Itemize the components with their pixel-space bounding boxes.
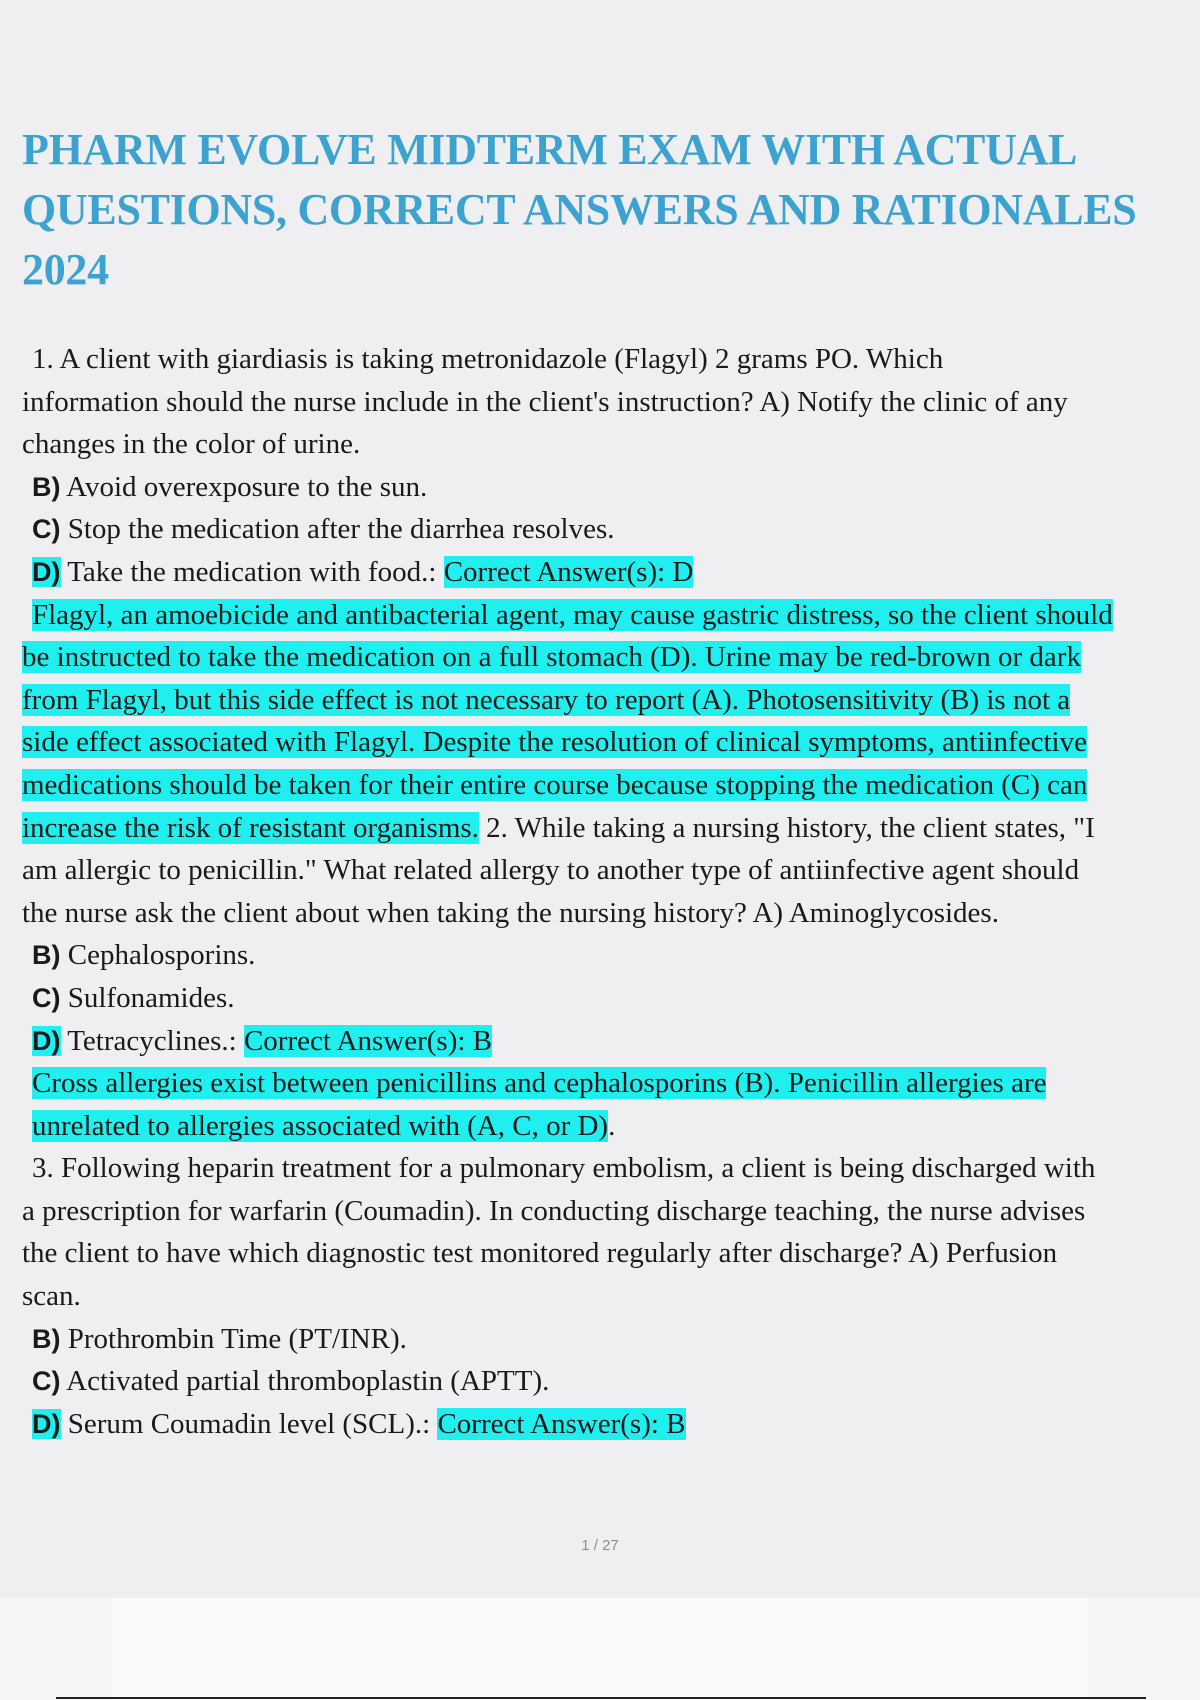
q1-option-c	[22, 508, 1200, 551]
q3-correct-answer: Correct Answer(s): B	[437, 1407, 686, 1440]
q1-stem-line-1: 1. A client with giardiasis is taking metronidazole (Flagyl) 2 grams PO. Which	[32, 343, 944, 375]
q1-rationale-line-2: be instructed to take the medication on a full stomach (D). Urine may be red-brown or dark	[22, 641, 1081, 674]
next-page-content	[112, 1598, 1088, 1700]
q1-rationale-line-1: Flagyl, an amoebicide and antibacterial agent, may cause gastric distress, so the client should	[32, 598, 1113, 631]
q2-rationale-line-1: Cross allergies exist between penicillins and cephalosporins (B). Penicillin allergies are	[32, 1067, 1047, 1100]
q1-stem-line-2: information should the nurse include in the client's instruction? A) Notify the clinic of any	[22, 385, 1068, 418]
q2-option-b-letter: B)	[32, 940, 61, 971]
q3-option-b	[22, 1318, 1200, 1361]
page-divider-rule	[56, 1697, 1146, 1699]
q1-rationale-line-5: medications should be taken for their entire course because stopping the medication (C) can	[22, 768, 1088, 801]
q2-stem-line-2: am allergic to penicillin." What related allergy to another type of antiinfective agent should	[22, 854, 1080, 887]
q3-option-d	[22, 1403, 1200, 1446]
q1-correct-answer: Correct Answer(s): D	[443, 555, 694, 588]
q1-rationale-line-6: increase the risk of resistant organisms.	[22, 811, 479, 844]
q2-option-d-text: Tetracyclines.:	[60, 1024, 244, 1057]
q3-option-b-text: Prothrombin Time (PT/INR).	[60, 1322, 407, 1355]
q2-option-c	[22, 977, 1200, 1020]
q2-stem-line-3: the nurse ask the client about when taking the nursing history? A) Aminoglycosides.	[22, 896, 999, 929]
q1-rationale-line-3: from Flagyl, but this side effect is not necessary to report (A). Photosensitivity (B) is not a	[22, 683, 1071, 716]
q2-rationale-line-2: unrelated to allergies associated with (A, C, or D).	[32, 1109, 616, 1142]
q2-stem-line-1: 2. While taking a nursing history, the client states, "I	[478, 811, 1095, 844]
q1-option-b-letter: B)	[32, 471, 61, 502]
q1-option-b	[22, 466, 1200, 509]
q3-option-c-letter: C)	[32, 1366, 61, 1397]
q3-stem-line-4: scan.	[22, 1280, 81, 1313]
q2-option-b-text: Cephalosporins.	[60, 939, 256, 972]
q2-option-c-letter: C)	[32, 982, 61, 1013]
q1-option-b-text: Avoid overexposure to the sun.	[60, 470, 428, 503]
q1-rationale-q2-stem-line	[22, 807, 1200, 850]
q1-option-c-text: Stop the medication after the diarrhea resolves.	[60, 513, 615, 546]
q2-option-d-letter: D)	[32, 1025, 61, 1056]
q1-rationale-line-4: side effect associated with Flagyl. Despite the resolution of clinical symptoms, antiinfective	[22, 726, 1087, 759]
q2-correct-answer: Correct Answer(s): B	[243, 1024, 493, 1057]
page-indicator: 1 / 27	[581, 1537, 619, 1554]
q2-option-d	[22, 1020, 1200, 1063]
q3-option-d-letter: D)	[32, 1408, 61, 1439]
q1-option-d-text: Take the medication with food.:	[60, 555, 444, 588]
q3-option-d-text: Serum Coumadin level (SCL).:	[60, 1407, 438, 1440]
q3-option-c-text: Activated partial thromboplastin (APTT).	[60, 1365, 550, 1398]
document-body	[22, 338, 1200, 1445]
q3-stem-line-3: the client to have which diagnostic test monitored regularly after discharge? A) Perfusion	[22, 1237, 1058, 1270]
q2-option-c-text: Sulfonamides.	[60, 981, 235, 1014]
q1-option-d	[22, 551, 1200, 594]
q3-stem-line-2: a prescription for warfarin (Coumadin). In conducting discharge teaching, the nurse advises	[22, 1194, 1086, 1227]
q3-option-c	[22, 1360, 1200, 1403]
q1-option-c-letter: C)	[32, 514, 61, 545]
q1-option-d-letter: D)	[32, 556, 61, 587]
next-page-preview	[0, 1598, 1200, 1700]
q2-option-b	[22, 934, 1200, 977]
document-title: PHARM EVOLVE MIDTERM EXAM WITH ACTUAL QUESTIONS, CORRECT ANSWERS AND RATIONALES 2024	[22, 125, 1137, 294]
q1-stem-line-3: changes in the color of urine.	[22, 428, 361, 461]
q3-option-b-letter: B)	[32, 1323, 61, 1354]
q3-stem-line-1: 3. Following heparin treatment for a pulmonary embolism, a client is being discharged with	[32, 1152, 1096, 1185]
